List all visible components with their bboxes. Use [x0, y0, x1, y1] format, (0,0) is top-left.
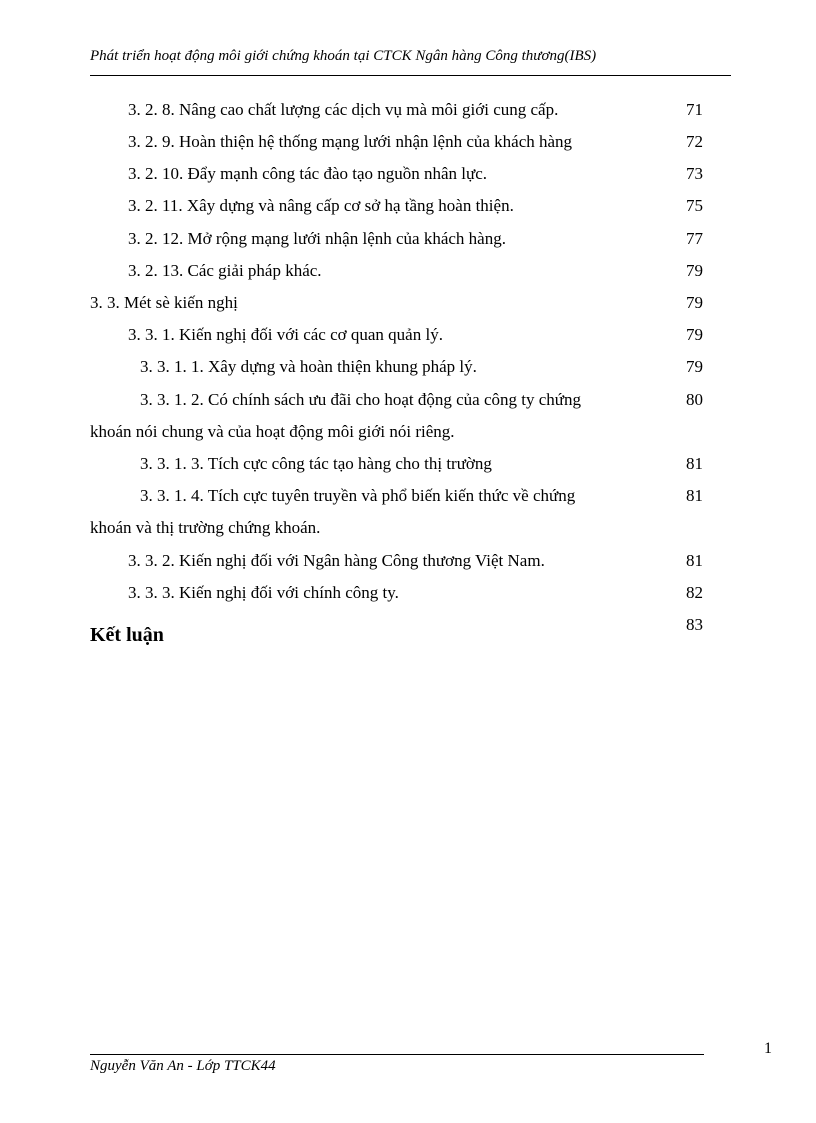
footer-author: Nguyễn Văn An - Lớp TTCK44 [90, 1058, 276, 1074]
toc-entry-label: 3. 3. 1. 2. Có chính sách ưu đãi cho hoạt động của công ty chứng [140, 390, 581, 409]
toc-entry-continuation: khoán và thị trường chứng khoán. [90, 518, 321, 537]
toc-entry-label: 3. 2. 11. Xây dựng và nâng cấp cơ sở hạ tầng hoàn thiện. [128, 196, 514, 215]
toc-entry-page: 83 [686, 615, 703, 634]
toc-entry-page: 79 [686, 357, 703, 376]
toc-entry-page: 80 [686, 390, 703, 409]
toc-entry-page: 82 [686, 583, 703, 602]
toc-entry-page: 79 [686, 325, 703, 344]
toc-entry-label: Kết luận [90, 624, 164, 646]
toc-entry-page: 73 [686, 164, 703, 183]
toc-entry-page: 72 [686, 132, 703, 151]
toc-entry[interactable] [0, 164, 816, 196]
toc-entry-page: 81 [686, 486, 703, 505]
toc-entry-page: 77 [686, 229, 703, 248]
toc-entry[interactable] [0, 486, 816, 550]
toc-entry-label: 3. 2. 10. Đẩy mạnh công tác đào tạo nguồn nhân lực. [128, 164, 488, 183]
toc-entry-label: 3. 2. 9. Hoàn thiện hệ thống mạng lưới nhận lệnh của khách hàng [128, 132, 573, 151]
toc-entry[interactable] [0, 325, 816, 357]
toc-entry-label: 3. 3. 1. 1. Xây dựng và hoàn thiện khung pháp lý. [140, 357, 477, 376]
toc-entry-label: 3. 2. 12. Mở rộng mạng lưới nhận lệnh của khách hàng. [128, 229, 506, 248]
toc-entry-page: 81 [686, 551, 703, 570]
toc-entry-label: 3. 3. 1. Kiến nghị đối với các cơ quan quản lý. [128, 325, 443, 344]
toc-entry[interactable] [0, 229, 816, 261]
toc-entry-conclusion[interactable] [0, 615, 816, 655]
toc-entry[interactable] [0, 551, 816, 583]
toc-entry[interactable] [0, 454, 816, 486]
toc-entry[interactable] [0, 132, 816, 164]
toc-entry-label: 3. 3. 2. Kiến nghị đối với Ngân hàng Công thương Việt Nam. [128, 551, 545, 570]
toc-entry-page: 79 [686, 261, 703, 280]
toc-entry-label: 3. 3. 1. 4. Tích cực tuyên truyền và phổ biến kiến thức về chứng [140, 486, 576, 505]
toc-entry-label: 3. 2. 13. Các giải pháp khác. [128, 261, 322, 280]
toc-entry[interactable] [0, 100, 816, 132]
footer-divider [90, 1054, 704, 1055]
toc-entry-page: 79 [686, 293, 703, 312]
toc-entry[interactable] [0, 261, 816, 293]
toc-entry-label: 3. 3. 1. 3. Tích cực công tác tạo hàng cho thị trường [140, 454, 492, 473]
toc-entry-label: 3. 3. Mét sè kiến nghị [90, 293, 238, 312]
header-divider [90, 75, 731, 76]
running-title: Phát triển hoạt động môi giới chứng khoán tại CTCK Ngân hàng Công thương(IBS) [90, 48, 597, 64]
toc-entry-page: 71 [686, 100, 703, 119]
toc-entry-page: 75 [686, 196, 703, 215]
toc-entry-page: 81 [686, 454, 703, 473]
toc-entry[interactable] [0, 583, 816, 615]
toc-entry[interactable] [0, 390, 816, 454]
toc-entry[interactable] [0, 196, 816, 228]
toc-entry-section[interactable] [0, 293, 816, 325]
toc-entry-continuation: khoán nói chung và của hoạt động môi giới nói riêng. [90, 422, 455, 441]
toc-entry-label: 3. 3. 3. Kiến nghị đối với chính công ty. [128, 583, 399, 602]
page-number: 1 [764, 1040, 772, 1057]
toc-entry[interactable] [0, 357, 816, 389]
toc-entry-label: 3. 2. 8. Nâng cao chất lượng các dịch vụ mà môi giới cung cấp. [128, 100, 559, 119]
